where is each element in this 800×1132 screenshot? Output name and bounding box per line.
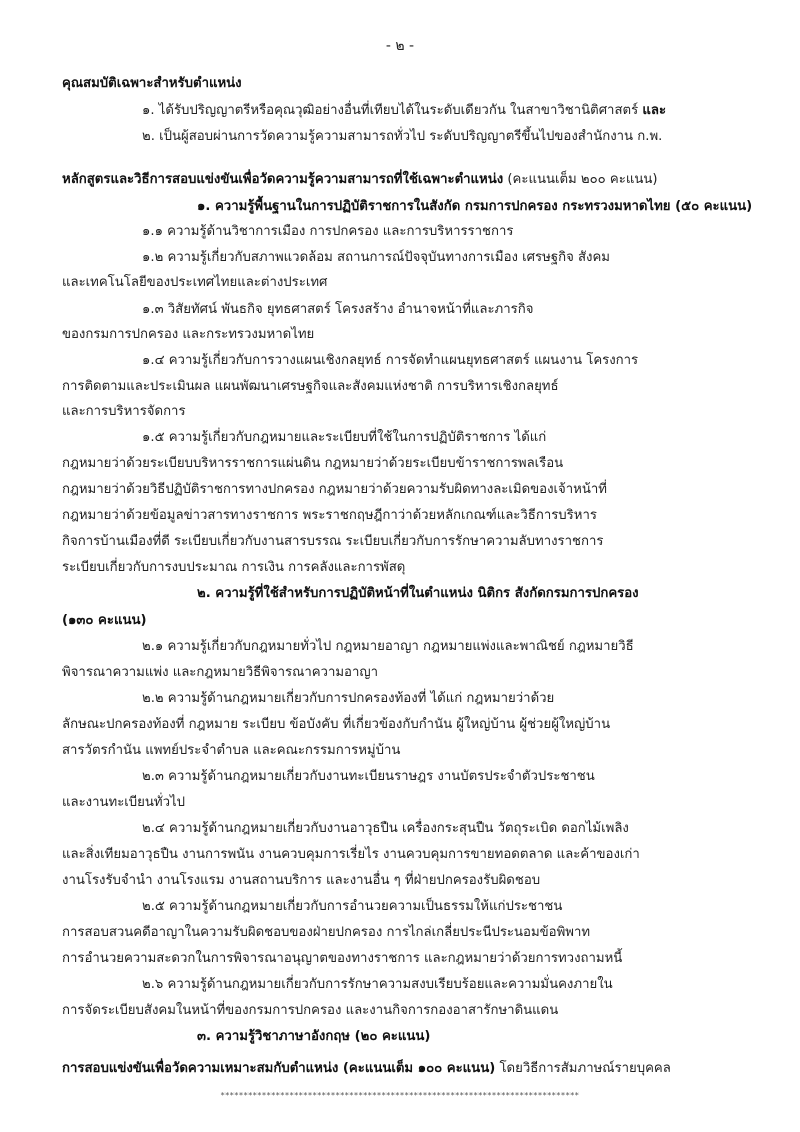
section-1-line: ๑.๔ ความรู้เกี่ยวกับการวางแผนเชิงกลยุทธ์ การจัดทำแผนยุทธศาสตร์ แผนงาน โครงการ xyxy=(142,353,639,368)
section-2-line: และสิ่งเทียมอาวุธปืน งานการพนัน งานควบคุมการเรี่ยไร งานควบคุมการขายทอดตลาด และค้าของเก่า xyxy=(62,847,640,862)
section-2-line: การสอบสวนคดีอาญาในความรับผิดชอบของฝ่ายปกครอง การไกล่เกลี่ยประนีประนอมข้อพิพาท xyxy=(62,925,591,940)
section-1-line: การติดตามและประเมินผล แผนพัฒนาเศรษฐกิจและสังคมแห่งชาติ การบริหารเชิงกลยุทธ์ xyxy=(62,379,559,394)
qualification-item-1-and: และ xyxy=(642,103,667,118)
section-2-line: ๒.๒ ความรู้ด้านกฎหมายเกี่ยวกับการปกครองท้องที่ ได้แก่ กฎหมายว่าด้วย xyxy=(142,691,555,706)
section-1-line: ระเบียบเกี่ยวกับการงบประมาณ การเงิน การคลังและการพัสดุ xyxy=(62,560,406,575)
section-1-line: และการบริหารจัดการ xyxy=(62,404,186,419)
curriculum-heading-bold: หลักสูตรและวิธีการสอบแข่งขันเพื่อวัดความรู้ความสามารถที่ใช้เฉพาะตำแหน่ง xyxy=(62,172,504,187)
curriculum-heading-score: (คะแนนเต็ม ๒๐๐ คะแนน) xyxy=(507,172,658,187)
qualifications-heading: คุณสมบัติเฉพาะสำหรับตำแหน่ง xyxy=(62,76,242,91)
qualification-item-1 xyxy=(142,101,666,121)
section-1-line: ๑.๑ ความรู้ด้านวิชาการเมือง การปกครอง และการบริหารราชการ xyxy=(142,224,514,239)
section-2-line: การอำนวยความสะดวกในการพิจารณาอนุญาตของทางราชการ และกฎหมายว่าด้วยการทวงถามหนี้ xyxy=(62,951,623,966)
section-2-line: การจัดระเบียบสังคมในหน้าที่ของกรมการปกครอง และงานกิจการกองอาสารักษาดินแดน xyxy=(62,1003,559,1018)
section-2-line: ๒.๓ ความรู้ด้านกฎหมายเกี่ยวกับงานทะเบียนราษฎร งานบัตรประจำตัวประชาชน xyxy=(142,769,595,784)
section-3-title: ๓. ความรู้วิชาภาษาอังกฤษ (๒๐ คะแนน) xyxy=(197,1029,431,1044)
curriculum-heading xyxy=(62,170,658,190)
section-2-title: ๒. ความรู้ที่ใช้สำหรับการปฏิบัติหน้าที่ในตำแหน่ง นิติกร สังกัดกรมการปกครอง xyxy=(197,586,639,601)
section-1-line: กฎหมายว่าด้วยวิธีปฏิบัติราชการทางปกครอง กฎหมายว่าด้วยความรับผิดทางละเมิดของเจ้าหน้าที่ xyxy=(62,482,607,497)
section-1-line: ๑.๓ วิสัยทัศน์ พันธกิจ ยุทธศาสตร์ โครงสร้าง อำนาจหน้าที่และภารกิจ xyxy=(142,302,534,317)
section-1-line: และเทคโนโลยีของประเทศไทยและต่างประเทศ xyxy=(62,275,328,290)
qualification-item-1-text: ๑. ได้รับปริญญาตรีหรือคุณวุฒิอย่างอื่นที่เทียบได้ในระดับเดียวกัน ในสาขาวิชานิติศาสตร์ xyxy=(142,103,639,118)
section-1-line: กฎหมายว่าด้วยระเบียบบริหารราชการแผ่นดิน กฎหมายว่าด้วยระเบียบข้าราชการพลเรือน xyxy=(62,456,564,471)
suitability-heading-bold: การสอบแข่งขันเพื่อวัดความเหมาะสมกับตำแหน่ง (คะแนนเต็ม ๑๐๐ คะแนน) xyxy=(62,1061,496,1076)
section-2-line: และงานทะเบียนทั่วไป xyxy=(62,795,186,810)
qualification-item-2: ๒. เป็นผู้สอบผ่านการวัดความรู้ความสามารถทั่วไป ระดับปริญญาตรีขึ้นไปของสำนักงาน ก.พ. xyxy=(142,129,663,144)
section-2-line: ๒.๖ ความรู้ด้านกฎหมายเกี่ยวกับการรักษาความสงบเรียบร้อยและความมั่นคงภายใน xyxy=(142,977,613,992)
section-2-line: ๒.๔ ความรู้ด้านกฎหมายเกี่ยวกับงานอาวุธปืน เครื่องกระสุนปืน วัตถุระเบิด ดอกไม้เพลิง xyxy=(142,821,629,836)
section-2-line: ๒.๕ ความรู้ด้านกฎหมายเกี่ยวกับการอำนวยความเป็นธรรมให้แก่ประชาชน xyxy=(142,899,563,914)
section-2-score: (๑๓๐ คะแนน) xyxy=(62,613,147,628)
suitability-heading xyxy=(62,1059,671,1079)
end-marker: ****************************************************************************** xyxy=(220,1091,580,1100)
section-2-line: ลักษณะปกครองท้องที่ กฎหมาย ระเบียบ ข้อบังคับ ที่เกี่ยวข้องกับกำนัน ผู้ใหญ่บ้าน ผู้ช่วยผู้ใหญ่บ้าน xyxy=(62,717,611,732)
section-1-title: ๑. ความรู้พื้นฐานในการปฏิบัติราชการในสังกัด กรมการปกครอง กระทรวงมหาดไทย (๕๐ คะแนน) xyxy=(197,199,753,214)
section-2-line: งานโรงรับจำนำ งานโรงแรม งานสถานบริการ และงานอื่น ๆ ที่ฝ่ายปกครองรับผิดชอบ xyxy=(62,873,541,888)
section-1-line: ของกรมการปกครอง และกระทรวงมหาดไทย xyxy=(62,327,315,342)
section-2-line: สารวัตรกำนัน แพทย์ประจำตำบล และคณะกรรมการหมู่บ้าน xyxy=(62,743,401,758)
section-2-line: พิจารณาความแพ่ง และกฎหมายวิธีพิจารณาความอาญา xyxy=(62,665,379,680)
section-1-line: กฎหมายว่าด้วยข้อมูลข่าวสารทางราชการ พระราชกฤษฎีกาว่าด้วยหลักเกณฑ์และวิธีการบริหาร xyxy=(62,508,597,523)
section-1-line: กิจการบ้านเมืองที่ดี ระเบียบเกี่ยวกับงานสารบรรณ ระเบียบเกี่ยวกับการรักษาความลับทางราชการ xyxy=(62,534,604,549)
suitability-method: โดยวิธีการสัมภาษณ์รายบุคคล xyxy=(499,1061,671,1076)
page-number: - ๒ - xyxy=(385,38,415,54)
section-1-line: ๑.๒ ความรู้เกี่ยวกับสภาพแวดล้อม สถานการณ์ปัจจุบันทางการเมือง เศรษฐกิจ สังคม xyxy=(142,250,611,265)
section-1-line: ๑.๕ ความรู้เกี่ยวกับกฎหมายและระเบียบที่ใช้ในการปฏิบัติราชการ ได้แก่ xyxy=(142,430,547,445)
section-2-line: ๒.๑ ความรู้เกี่ยวกับกฎหมายทั่วไป กฎหมายอาญา กฎหมายแพ่งและพาณิชย์ กฎหมายวิธี xyxy=(142,639,634,654)
